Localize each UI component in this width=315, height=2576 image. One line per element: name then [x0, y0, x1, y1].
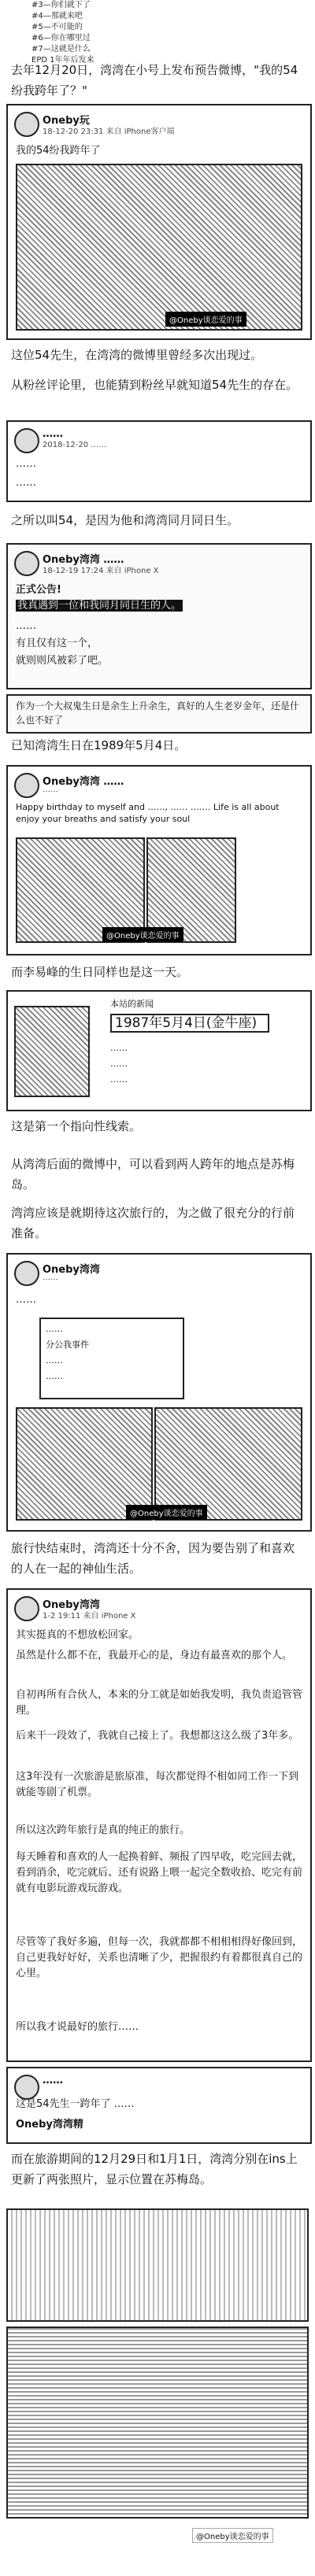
post-line: 每天睡着和喜欢的人一起换着鲜、频报了四早收，吃完回去就，看到消余，吃完就后、还有说路上喂一起完全数收拾、吃完有前就有电影玩游戏玩游戏。	[16, 1851, 303, 1894]
weibo-post-screenshot	[6, 1588, 312, 2062]
watermark: @Oneby谈恋爱的事	[126, 1505, 207, 1520]
post-line: 虽然是什么都不在，我最开心的是，身边有最喜欢的那个人。	[16, 1650, 293, 1661]
post-line: 有且仅有这一个，	[16, 638, 98, 649]
post-header	[14, 1596, 304, 1623]
post-text: 我的54纷我跨年了	[16, 145, 101, 157]
post-meta: 1-2 19:11 来自 iPhone X	[43, 1612, 136, 1621]
post-header	[14, 112, 304, 139]
note-line: ……	[46, 1371, 63, 1381]
reply-text: ……	[16, 477, 36, 489]
paragraph: 之所以叫54，是因为他和湾湾同月同日生。	[11, 513, 239, 527]
post-meta: ……	[43, 1273, 58, 1282]
profile-birthday: 1987年5月4日(金牛座)	[110, 1014, 269, 1033]
reply-text: 这是54先生一跨年了 ……	[16, 2098, 135, 2110]
watermark: @Oneby谈恋爱的事	[102, 927, 183, 942]
paragraph: 而李易峰的生日同样也是这一天。	[11, 965, 189, 979]
beach-photo[interactable]	[154, 1407, 302, 1521]
top-list	[32, 0, 94, 66]
avatar[interactable]	[14, 1596, 39, 1621]
itinerary-note	[39, 1318, 184, 1399]
post-header	[14, 1261, 304, 1288]
watermark: @Oneby谈恋爱的事	[192, 2528, 273, 2543]
highlight: 我真遇到一位和我同月同日生的人。	[17, 600, 182, 612]
reply-author[interactable]: Oneby湾湾精	[16, 2119, 83, 2131]
beach-photo[interactable]	[16, 1407, 153, 1521]
reply-author[interactable]: ……	[43, 428, 63, 440]
paragraph: 去年12月20日，湾湾在小号上发布预告微博，"我的54纷我跨年了？"	[11, 63, 298, 98]
post-text: ……	[16, 1294, 36, 1306]
top-list-item: #7—这就是什么	[32, 45, 91, 54]
post-line: 后来干一段效了，我就自己接上了。我想都这这么级了3年多。	[16, 1730, 299, 1742]
post-meta: 18-12-20 23:31 来自 iPhone客户端	[43, 128, 175, 136]
avatar[interactable]	[14, 773, 39, 798]
weibo-post-screenshot	[6, 1253, 312, 1532]
paragraph: 这是第一个指向性线索。	[11, 1119, 142, 1133]
ins-photo[interactable]	[6, 2327, 309, 2519]
paragraph: 已知湾湾生日在1989年5月4日。	[11, 738, 187, 752]
top-list-item: EPD 1年年后发来	[32, 56, 94, 65]
post-line-highlight	[16, 598, 302, 614]
weibo-post-screenshot	[6, 104, 312, 340]
post-author[interactable]: Oneby玩	[43, 115, 90, 127]
post-author[interactable]: Oneby湾湾	[43, 1599, 100, 1611]
ins-photo[interactable]	[6, 2208, 309, 2322]
post-line: ……	[16, 620, 36, 632]
top-list-item: #3—你们就下了	[32, 1, 91, 9]
paragraph: 这位54先生，在湾湾的微博里曾经多次出现过。	[11, 348, 263, 362]
note-line: ……	[46, 1324, 63, 1334]
quote-text: 作为一个大叔鬼生日是余生上升余生，真好的人生老岁金年，还是什么也不好了	[16, 700, 300, 726]
post-line: 就则则风被彩了吧。	[16, 655, 109, 667]
reply-text: ……	[16, 458, 36, 470]
paragraph: 从湾湾后面的微博中，可以看到两人跨年的地点是苏梅岛。	[11, 1157, 295, 1192]
post-header	[14, 773, 304, 800]
avatar[interactable]	[14, 551, 39, 576]
top-list-item: #4—那就来吧	[32, 12, 83, 20]
paragraph: 从粉丝评论里，也能猜到粉丝早就知道54先生的存在。	[11, 378, 298, 392]
post-line: 尽管等了我好多遍，但每一次，我就都都不相相相得好像回到，自己更我好好好，关系也清晰了少，把握很约有着都很真自己的心里。	[16, 1936, 303, 1979]
top-list-item: #5—不可能的	[32, 23, 83, 31]
weibo-post-screenshot	[6, 543, 312, 689]
note-line: ……	[46, 1355, 63, 1366]
post-meta: ……	[43, 785, 58, 794]
profile-card-screenshot	[6, 990, 312, 1111]
post-line: 正式公告!	[16, 584, 61, 596]
post-line: 所以我才说最好的旅行……	[16, 2021, 139, 2033]
top-list-block	[0, 0, 315, 65]
post-line: 所以这次跨年旅行是真的纯正的旅行。	[16, 1824, 191, 1836]
post-text: Happy birthday to myself and ……, …… ……. Life is all about enjoy your breaths and satisfy your soul	[16, 802, 280, 824]
weibo-post-screenshot	[6, 765, 312, 955]
profile-row: ……	[110, 1074, 128, 1085]
paragraph: 湾湾应该是就期待这次旅行的，为之做了很充分的行前准备。	[11, 1206, 295, 1240]
quoted-strip	[6, 694, 312, 734]
post-author[interactable]: Oneby湾湾	[43, 1264, 100, 1276]
instagram-photos	[6, 2208, 309, 2555]
paragraph: 旅行快结束时，湾湾还十分不舍，因为要告别了和喜欢的人在一起的神仙生活。	[11, 1541, 295, 1576]
post-author[interactable]: Oneby湾湾 ……	[43, 776, 124, 788]
note-line: 分公我事件	[46, 1340, 89, 1350]
profile-header: 本站的新闻	[110, 999, 154, 1009]
avatar[interactable]	[14, 112, 39, 137]
avatar[interactable]	[14, 1261, 39, 1286]
reply-meta: 2018-12-20 ……	[43, 441, 107, 449]
reply-header	[14, 428, 304, 455]
post-line: 自初再所有合伙人，本来的分工就是如始我发明，我负责追管管理。	[16, 1689, 303, 1717]
post-header	[14, 551, 304, 578]
post-line: 这3年没有一次旅游是旅原准，每次都觉得不相如同工作一下到就能等剧了机票。	[16, 1771, 299, 1798]
post-author[interactable]: Oneby湾湾 ……	[43, 554, 124, 566]
post-line: 其实挺真的不想放松回家。	[16, 1629, 139, 1641]
post-photo[interactable]	[16, 164, 302, 331]
watermark: @Oneby谈恋爱的事	[165, 312, 246, 327]
top-list-item: #6—你在哪里过	[32, 34, 91, 43]
reply-screenshot	[6, 2067, 312, 2144]
reply-screenshot	[6, 420, 312, 502]
avatar[interactable]	[14, 428, 39, 453]
profile-portrait	[14, 1006, 90, 1097]
post-meta: 18-12-19 17:24 来自 iPhone X	[43, 567, 159, 575]
reply-author[interactable]: ……	[43, 2075, 63, 2086]
profile-row: ……	[110, 1043, 128, 1053]
profile-row: ……	[110, 1059, 128, 1069]
paragraph: 而在旅游期间的12月29日和1月1日，湾湾分别在ins上更新了两张照片，显示位置在苏梅岛。	[11, 2152, 298, 2186]
